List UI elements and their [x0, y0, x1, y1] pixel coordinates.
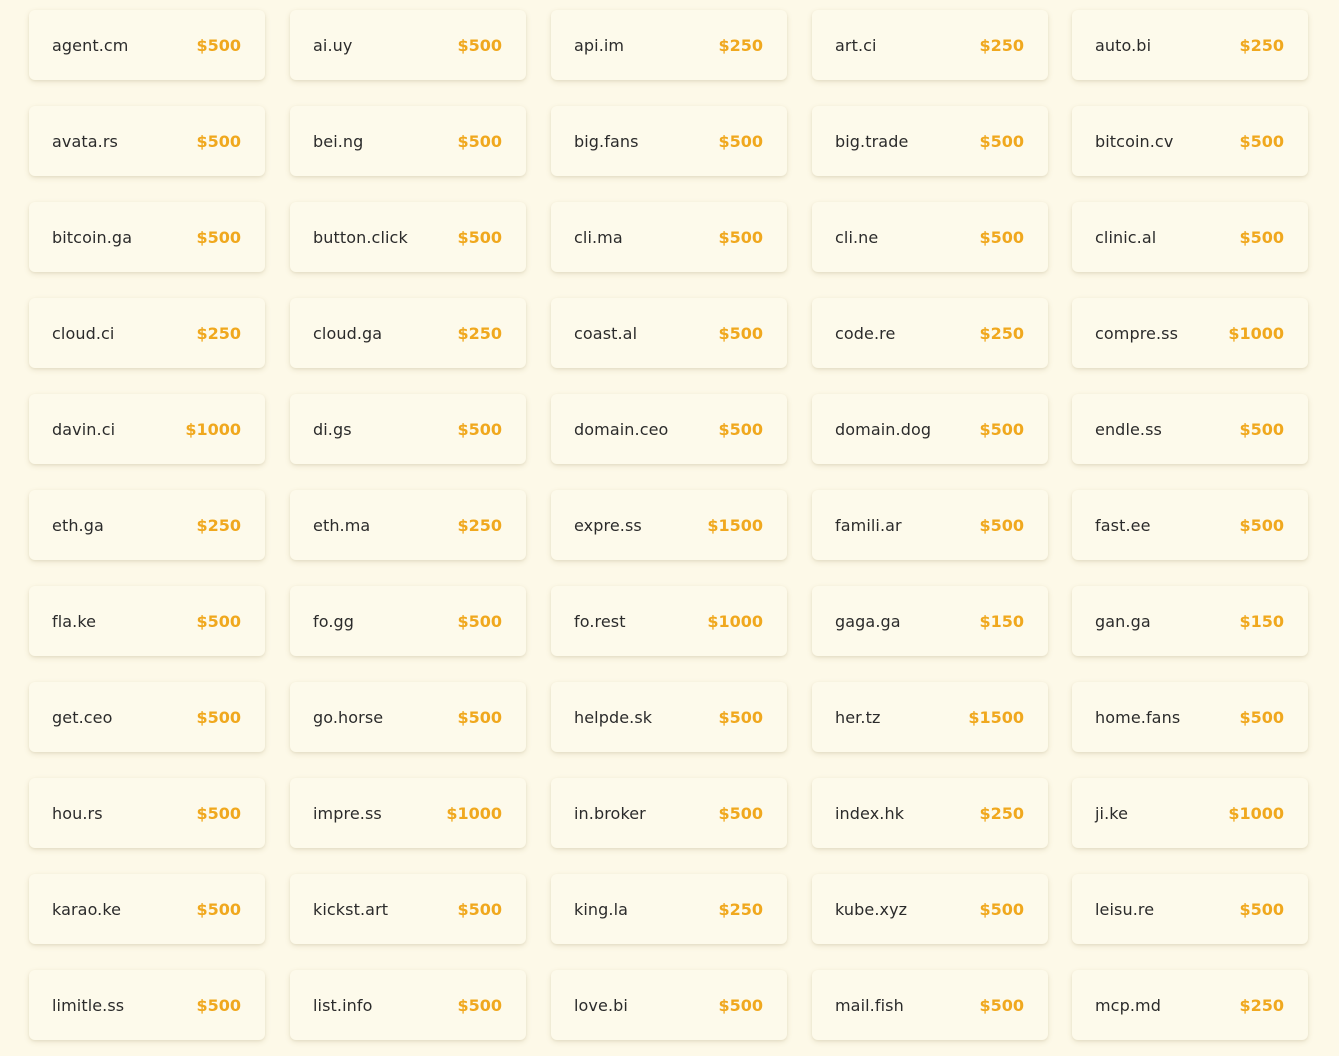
domain-price: $500	[457, 419, 502, 439]
domain-name: fo.rest	[574, 611, 626, 631]
domain-card[interactable]	[290, 202, 526, 272]
domain-price: $1500	[968, 707, 1024, 727]
domain-price: $500	[718, 227, 763, 247]
domain-price: $500	[196, 803, 241, 823]
domain-price: $250	[979, 323, 1024, 343]
domain-card[interactable]	[812, 490, 1048, 560]
domain-card[interactable]	[551, 682, 787, 752]
domain-name: api.im	[574, 35, 625, 55]
domain-price: $250	[196, 515, 241, 535]
domain-card[interactable]	[812, 10, 1048, 80]
domain-price: $500	[979, 899, 1024, 919]
domain-name: kube.xyz	[835, 899, 908, 919]
domain-name: helpde.sk	[574, 707, 653, 727]
domain-card[interactable]	[29, 874, 265, 944]
domain-name: coast.al	[574, 323, 638, 343]
domain-name: leisu.re	[1095, 899, 1155, 919]
domain-name: hou.rs	[52, 803, 103, 823]
domain-name: auto.bi	[1095, 35, 1152, 55]
domain-name: limitle.ss	[52, 995, 125, 1015]
domain-card[interactable]	[551, 970, 787, 1040]
domain-name: agent.cm	[52, 35, 129, 55]
domain-price: $1500	[707, 515, 763, 535]
domain-name: domain.dog	[835, 419, 932, 439]
domain-name: fo.gg	[313, 611, 355, 631]
domain-card[interactable]	[1072, 106, 1308, 176]
domain-price: $500	[718, 707, 763, 727]
domain-card[interactable]	[29, 778, 265, 848]
domain-price: $150	[979, 611, 1024, 631]
domain-price: $250	[457, 515, 502, 535]
domain-name: go.horse	[313, 707, 384, 727]
domain-card[interactable]	[290, 586, 526, 656]
domain-card[interactable]	[1072, 10, 1308, 80]
domain-name: in.broker	[574, 803, 646, 823]
domain-card[interactable]	[29, 970, 265, 1040]
domain-card[interactable]	[290, 106, 526, 176]
domain-name: bei.ng	[313, 131, 364, 151]
domain-price: $500	[457, 227, 502, 247]
domain-card[interactable]	[551, 586, 787, 656]
domain-card[interactable]	[551, 298, 787, 368]
domain-name: cli.ne	[835, 227, 879, 247]
domain-price: $500	[196, 35, 241, 55]
domain-name: cloud.ga	[313, 323, 383, 343]
domain-name: her.tz	[835, 707, 881, 727]
domain-card[interactable]	[551, 874, 787, 944]
domain-card[interactable]	[29, 298, 265, 368]
domain-card[interactable]	[29, 106, 265, 176]
domain-price: $250	[979, 803, 1024, 823]
domain-name: big.trade	[835, 131, 909, 151]
domain-name: bitcoin.cv	[1095, 131, 1174, 151]
domain-price: $500	[1239, 131, 1284, 151]
domain-price: $500	[1239, 707, 1284, 727]
domain-price: $500	[718, 323, 763, 343]
domain-price: $500	[979, 515, 1024, 535]
domain-card[interactable]	[290, 490, 526, 560]
domain-name: get.ceo	[52, 707, 113, 727]
domain-name: code.re	[835, 323, 896, 343]
domain-card[interactable]	[812, 874, 1048, 944]
domain-name: index.hk	[835, 803, 905, 823]
domain-name: compre.ss	[1095, 323, 1179, 343]
domain-card[interactable]	[812, 202, 1048, 272]
domain-card[interactable]	[29, 586, 265, 656]
domain-name: fla.ke	[52, 611, 97, 631]
domain-card[interactable]	[29, 10, 265, 80]
domain-name: kickst.art	[313, 899, 389, 919]
domain-card[interactable]	[1072, 298, 1308, 368]
domain-price: $500	[457, 707, 502, 727]
domain-name: king.la	[574, 899, 629, 919]
domain-price: $500	[979, 995, 1024, 1015]
domain-card[interactable]	[1072, 202, 1308, 272]
domain-price: $1000	[1228, 803, 1284, 823]
domain-price: $1000	[446, 803, 502, 823]
domain-card[interactable]	[551, 202, 787, 272]
domain-name: endle.ss	[1095, 419, 1162, 439]
domain-card[interactable]	[812, 106, 1048, 176]
domain-price: $500	[979, 419, 1024, 439]
domain-price: $500	[1239, 899, 1284, 919]
domain-name: karao.ke	[52, 899, 122, 919]
domain-name: clinic.al	[1095, 227, 1157, 247]
domain-name: eth.ma	[313, 515, 371, 535]
domain-name: avata.rs	[52, 131, 118, 151]
domain-card[interactable]	[1072, 778, 1308, 848]
domain-name: davin.ci	[52, 419, 116, 439]
domain-price: $500	[457, 611, 502, 631]
domain-price: $250	[718, 35, 763, 55]
domain-card[interactable]	[812, 298, 1048, 368]
domain-card[interactable]	[29, 490, 265, 560]
domain-card[interactable]	[551, 10, 787, 80]
domain-card[interactable]	[812, 778, 1048, 848]
domain-card[interactable]	[551, 106, 787, 176]
domain-name: mail.fish	[835, 995, 904, 1015]
domain-price: $1000	[185, 419, 241, 439]
domain-name: gaga.ga	[835, 611, 901, 631]
domain-name: home.fans	[1095, 707, 1181, 727]
domain-price: $500	[196, 611, 241, 631]
domain-card[interactable]	[1072, 490, 1308, 560]
domain-price: $500	[1239, 419, 1284, 439]
domain-price: $500	[196, 995, 241, 1015]
domain-card[interactable]	[1072, 394, 1308, 464]
domain-price: $250	[457, 323, 502, 343]
domain-name: famili.ar	[835, 515, 902, 535]
domain-price: $500	[1239, 515, 1284, 535]
domain-name: big.fans	[574, 131, 639, 151]
domain-price: $250	[979, 35, 1024, 55]
domain-price: $500	[457, 35, 502, 55]
domain-price: $500	[1239, 227, 1284, 247]
domain-card[interactable]	[551, 490, 787, 560]
domain-card[interactable]	[290, 874, 526, 944]
domain-card[interactable]	[551, 778, 787, 848]
domain-card[interactable]	[1072, 586, 1308, 656]
domain-card[interactable]	[290, 778, 526, 848]
domain-name: cloud.ci	[52, 323, 115, 343]
domain-price: $250	[718, 899, 763, 919]
domain-name: impre.ss	[313, 803, 382, 823]
domain-price: $500	[196, 131, 241, 151]
domain-card[interactable]	[1072, 682, 1308, 752]
domain-card[interactable]	[812, 586, 1048, 656]
domain-price: $500	[718, 419, 763, 439]
domain-card[interactable]	[29, 202, 265, 272]
domain-name: eth.ga	[52, 515, 104, 535]
domain-card[interactable]	[1072, 970, 1308, 1040]
domain-name: di.gs	[313, 419, 352, 439]
domain-price: $500	[457, 131, 502, 151]
domain-price: $1000	[707, 611, 763, 631]
domain-card[interactable]	[290, 394, 526, 464]
domain-name: gan.ga	[1095, 611, 1151, 631]
domain-card[interactable]	[29, 682, 265, 752]
domain-price: $500	[718, 803, 763, 823]
domain-card[interactable]	[290, 298, 526, 368]
domain-name: fast.ee	[1095, 515, 1151, 535]
domain-name: ai.uy	[313, 35, 353, 55]
domain-price: $1000	[1228, 323, 1284, 343]
domain-card[interactable]	[812, 394, 1048, 464]
domain-name: domain.ceo	[574, 419, 669, 439]
domain-name: expre.ss	[574, 515, 642, 535]
domain-price: $500	[979, 227, 1024, 247]
domain-price: $250	[1239, 35, 1284, 55]
domain-price: $500	[457, 899, 502, 919]
domain-name: button.click	[313, 227, 408, 247]
domain-price: $250	[1239, 995, 1284, 1015]
domain-name: love.bi	[574, 995, 628, 1015]
domain-card[interactable]	[812, 682, 1048, 752]
domain-card[interactable]	[290, 682, 526, 752]
domain-card[interactable]	[290, 970, 526, 1040]
domain-price: $250	[196, 323, 241, 343]
domain-name: cli.ma	[574, 227, 623, 247]
domain-price: $500	[457, 995, 502, 1015]
domain-name: mcp.md	[1095, 995, 1161, 1015]
domain-name: bitcoin.ga	[52, 227, 133, 247]
domain-card[interactable]	[812, 970, 1048, 1040]
domain-name: art.ci	[835, 35, 877, 55]
domain-price: $500	[196, 227, 241, 247]
domain-price: $150	[1239, 611, 1284, 631]
domain-price: $500	[718, 995, 763, 1015]
domain-price: $500	[718, 131, 763, 151]
domain-name: list.info	[313, 995, 373, 1015]
domain-card[interactable]	[290, 10, 526, 80]
domain-price: $500	[979, 131, 1024, 151]
domain-name: ji.ke	[1095, 803, 1129, 823]
domain-price: $500	[196, 707, 241, 727]
domain-card[interactable]	[1072, 874, 1308, 944]
domain-card[interactable]	[29, 394, 265, 464]
domain-card[interactable]	[551, 394, 787, 464]
domain-price: $500	[196, 899, 241, 919]
